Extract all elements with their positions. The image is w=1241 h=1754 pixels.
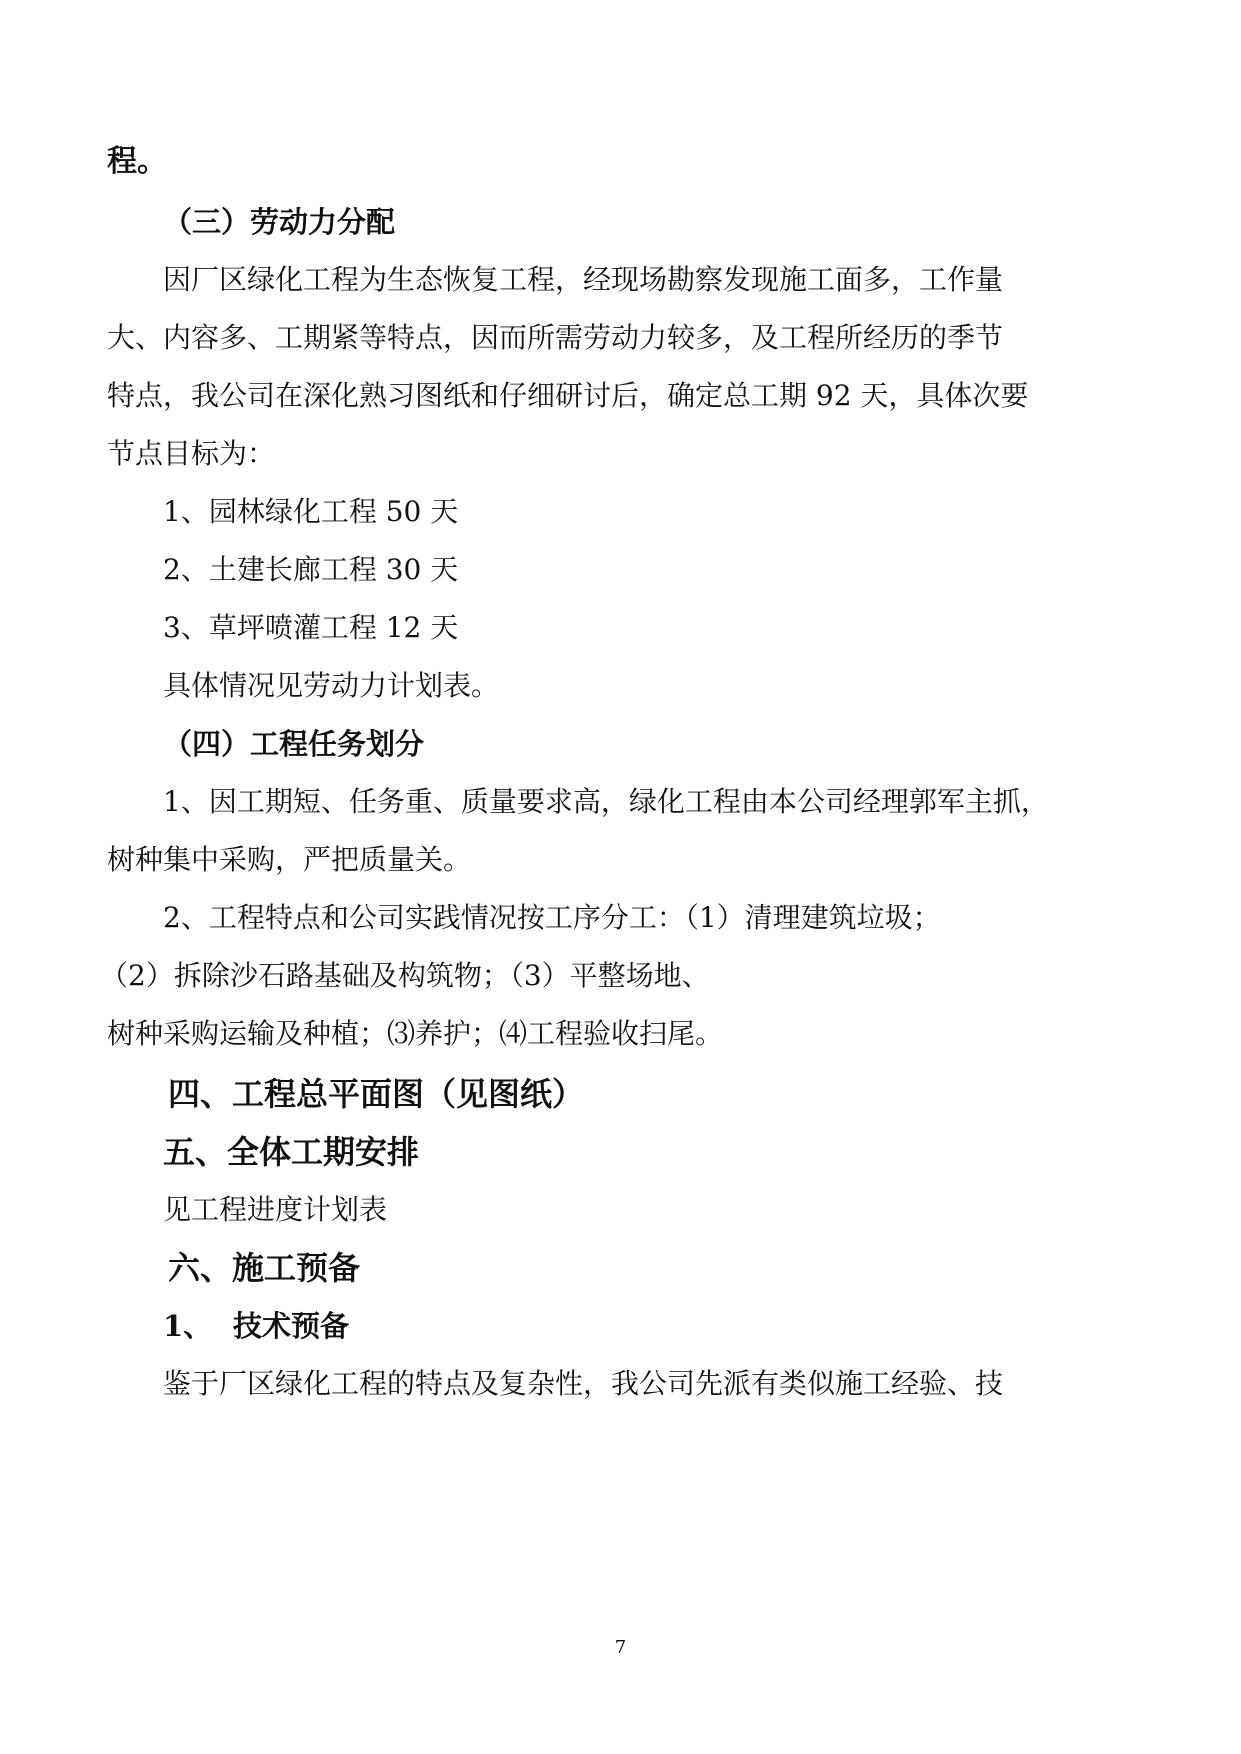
paragraph-line: 大、内容多、工期紧等特点，因而所需劳动力较多，及工程所经历的季节 <box>107 321 1004 354</box>
paragraph-line: 树种集中采购，严把质量关。 <box>107 843 472 876</box>
chapter-heading-preparation: 六、施工预备 <box>168 1249 361 1287</box>
paragraph-line: （2）拆除沙石路基础及构筑物；（3）平整场地、 <box>100 959 710 992</box>
subsection-heading-technical: 技术预备 <box>233 1309 350 1343</box>
page-number: 7 <box>614 1637 627 1658</box>
continued-text: 程。 <box>107 144 167 179</box>
section-heading-tasks: （四）工程任务划分 <box>163 727 425 761</box>
chapter-heading-site-plan: 四、工程总平面图（见图纸） <box>168 1075 585 1113</box>
paragraph-line: 2、工程特点和公司实践情况按工序分工：（1）清理建筑垃圾； <box>163 901 941 934</box>
paragraph-line: 树种采购运输及种植；⑶养护；⑷工程验收扫尾。 <box>107 1017 724 1050</box>
list-item: 2、土建长廊工程 30 天 <box>163 553 459 586</box>
subsection-number: 1、 <box>163 1309 213 1343</box>
paragraph-line: 特点，我公司在深化熟习图纸和仔细研讨后，确定总工期 92 天，具体次要 <box>107 379 1029 412</box>
paragraph-line: 1、因工期短、任务重、质量要求高，绿化工程由本公司经理郭军主抓， <box>163 785 1049 818</box>
paragraph-line: 见工程进度计划表 <box>163 1193 388 1226</box>
list-item: 1、园林绿化工程 50 天 <box>163 495 459 528</box>
paragraph-line: 鉴于厂区绿化工程的特点及复杂性，我公司先派有类似施工经验、技 <box>163 1367 1004 1400</box>
chapter-heading-schedule: 五、全体工期安排 <box>163 1133 420 1171</box>
paragraph-line: 具体情况见劳动力计划表。 <box>163 669 500 702</box>
section-heading-labor: （三）劳动力分配 <box>163 205 396 239</box>
list-item: 3、草坪喷灌工程 12 天 <box>163 611 459 644</box>
paragraph-line: 因厂区绿化工程为生态恢复工程，经现场勘察发现施工面多，工作量 <box>163 263 1004 296</box>
paragraph-line: 节点目标为： <box>107 437 276 470</box>
